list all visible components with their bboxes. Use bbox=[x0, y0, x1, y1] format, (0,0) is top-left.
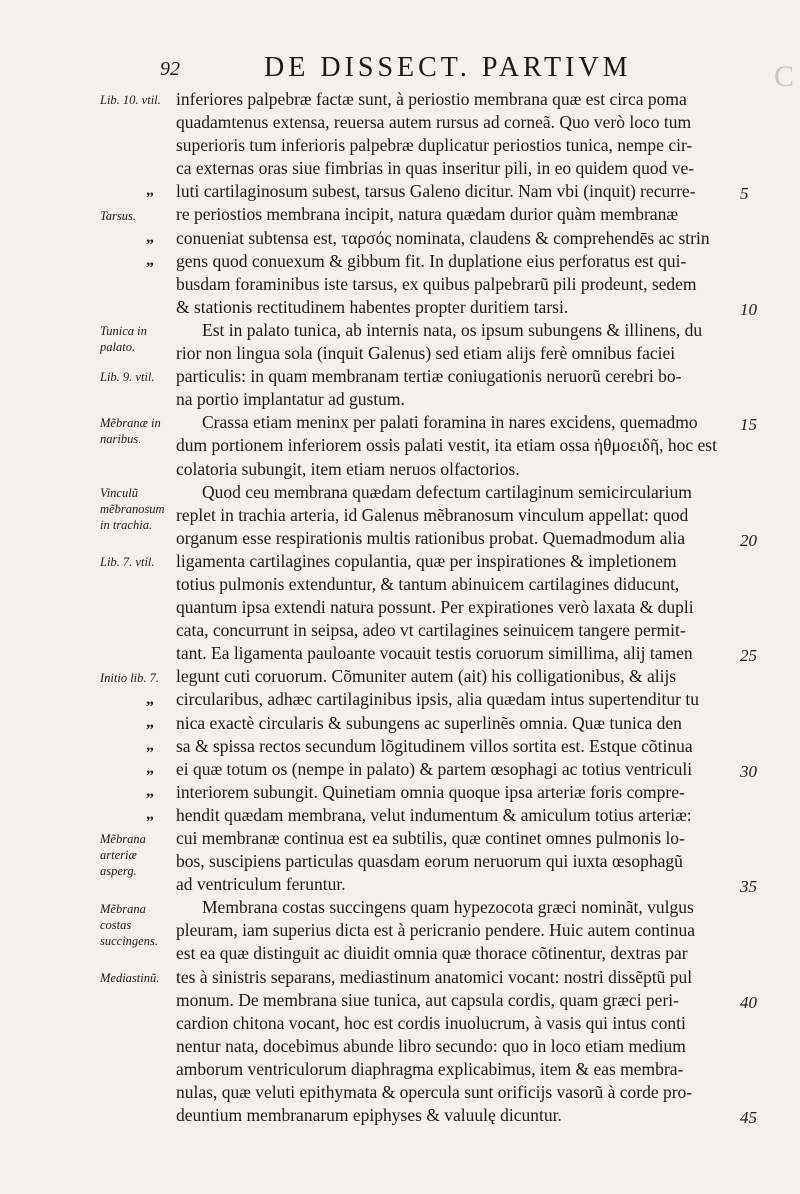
text-line: est ea quæ distinguit ac diuidit omnia quæ thorace cõtinentur, dextras par bbox=[176, 943, 688, 964]
quotation-mark: „ bbox=[146, 228, 154, 246]
text-line: interiorem subungit. Quinetiam omnia quoque ipsa arteriæ foris compre- bbox=[176, 781, 685, 802]
text-line: conueniat subtensa est, ταρσός nominata, claudens & comprehendēs ac strin bbox=[176, 227, 710, 248]
margin-note: Mẽbrana arteriæ asperg. bbox=[100, 832, 146, 879]
line-number: 40 bbox=[740, 992, 757, 1012]
quotation-mark: „ bbox=[146, 783, 154, 800]
text-line: re periostios membrana incipit, natura quædam durior quàm membranæ bbox=[176, 204, 679, 225]
margin-note: Lib. 10. vtil. bbox=[100, 93, 161, 107]
text-line: totius pulmonis extenduntur, & tantum abinuicem cartilagines diducunt, bbox=[176, 573, 680, 594]
quotation-mark: „ bbox=[146, 759, 154, 777]
text-line: tes à sinistris separans, mediastinum anatomici vocant: nostri dissẽptũ pul bbox=[176, 966, 693, 987]
text-line: quadamtenus extensa, reuersa autem rursus ad corneã. Quo verò loco tum bbox=[176, 112, 692, 133]
line-number: 30 bbox=[740, 761, 757, 781]
quotation-mark: „ bbox=[146, 690, 154, 708]
text-line: bos, suscipiens particulas quasdam eorum neruorum qui iuxta œsophagũ bbox=[176, 851, 683, 872]
line-number: 20 bbox=[740, 530, 757, 550]
quotation-mark: „ bbox=[146, 713, 154, 731]
text-line: amborum ventriculorum diaphragma explicabimus, item & eas membra- bbox=[176, 1058, 684, 1079]
line-number: 35 bbox=[740, 877, 757, 897]
text-line: dum portionem inferiorem ossis palati vestit, ita etiam ossa ἠθμοειδῆ, hoc est bbox=[176, 435, 717, 456]
text-line: deuntium membranarum epiphyses & valuulę dicuntur. bbox=[176, 1105, 562, 1126]
text-line: cui membranæ continua est ea subtilis, quæ continet omnes pulmonis lo- bbox=[176, 828, 685, 848]
page-number: 92 bbox=[160, 58, 180, 80]
margin-note: Tunica in palato. bbox=[100, 324, 147, 354]
text-line: monum. De membrana siue tunica, aut capsula cordis, quam græci peri- bbox=[176, 989, 679, 1010]
text-line: legunt cuti coruorum. Cõmuniter autem (ait) his colligationibus, & alijs bbox=[176, 666, 677, 687]
line-number: 10 bbox=[740, 299, 757, 319]
text-line: organum esse respirationis multis rationibus probat. Quemadmodum alia bbox=[176, 527, 686, 548]
bleed-through-mark: C bbox=[773, 60, 794, 93]
text-line: circularibus, adhæc cartilaginibus ipsis, alia quædam intus supertenditur tu bbox=[176, 689, 699, 710]
text-line: ad ventriculum feruntur. bbox=[176, 874, 346, 895]
line-number: 45 bbox=[740, 1108, 757, 1128]
margin-note: Vinculũ mẽbranosum in trachia. bbox=[100, 485, 165, 532]
text-line: Est in palato tunica, ab internis nata, os ipsum subungens & illinens, du bbox=[202, 319, 703, 340]
text-line: sa & spissa rectos secundum lõgitudinem villos sortita est. Estque cõtinua bbox=[176, 735, 693, 756]
quotation-mark: „ bbox=[146, 182, 154, 200]
text-line: hendit quædam membrana, velut indumentum & amiculum totius arteriæ: bbox=[176, 804, 692, 825]
text-line: gens quod conuexum & gibbum fit. In duplatione eius perforatus est qui- bbox=[176, 250, 687, 271]
text-line: & stationis rectitudinem habentes propter duritiem tarsi. bbox=[176, 296, 569, 317]
text-line: cata, concurrunt in seipsa, adeo vt cartilagines seinuicem tangere permit- bbox=[176, 620, 686, 641]
text-line: luti cartilaginosum subest, tarsus Galeno dicitur. Nam vbi (inquit) recurre- bbox=[176, 181, 696, 202]
text-line: replet in trachia arteria, id Galenus mẽbranosum vinculum appellat: quod bbox=[176, 504, 689, 525]
text-line: ei quæ totum os (nempe in palato) & partem œsophagi ac totius ventriculi bbox=[176, 758, 693, 779]
text-line: cardion chitona vocant, hoc est cordis inuolucrum, à vasis qui intus conti bbox=[176, 1012, 686, 1033]
text-line: rior non lingua sola (inquit Galenus) sed etiam alijs ferè omnibus faciei bbox=[176, 343, 676, 364]
text-line: colatoria subungit, item etiam neruos olfactorios. bbox=[176, 458, 520, 479]
margin-note: Initio lib. 7. bbox=[100, 670, 160, 685]
line-number: 25 bbox=[740, 646, 757, 666]
margin-note: Mẽbranæ in naribus. bbox=[100, 416, 161, 447]
quotation-mark: „ bbox=[146, 251, 154, 269]
text-line: pleuram, iam superius dicta est à pericranio pendere. Huic autem continua bbox=[176, 920, 695, 941]
line-number: 15 bbox=[740, 415, 757, 435]
text-line: ca externas oras siue fimbrias in quas inseritur pili, in eo quidem quod ve- bbox=[176, 158, 695, 179]
text-line: Quod ceu membrana quædam defectum cartilaginum semicircularium bbox=[202, 481, 692, 502]
quotation-mark: „ bbox=[146, 736, 154, 754]
page-header bbox=[160, 52, 720, 88]
text-line: busdam foraminibus iste tarsus, ex quibus palpebrarũ pili prodeunt, sedem bbox=[176, 273, 697, 294]
margin-note: Lib. 7. vtil. bbox=[100, 555, 155, 569]
running-title: DE DISSECT. PARTIVM bbox=[264, 52, 632, 83]
text-line: Membrana costas succingens quam hypezocota græci nominãt, vulgus bbox=[202, 897, 694, 918]
text-line: inferiores palpebræ factæ sunt, à periostio membrana quæ est circa poma bbox=[176, 89, 687, 109]
text-line: superioris tum inferioris palpebræ duplicatur periostios tunica, nempe cir- bbox=[176, 135, 693, 156]
body-text bbox=[176, 88, 776, 1127]
text-line: Crassa etiam meninx per palati foramina in nares excidens, quemadmo bbox=[202, 412, 698, 433]
margin-note: Tarsus. bbox=[100, 208, 137, 223]
text-line: nica exactè circularis & subungens ac superlinẽs omnia. Quæ tunica den bbox=[176, 712, 682, 733]
text-line: nulas, quæ veluti epithymata & opercula sunt orificijs vasorũ à corde pro- bbox=[176, 1082, 693, 1103]
text-line: particulis: in quam membranam tertiæ coniugationis neruorũ cerebri bo- bbox=[176, 366, 682, 387]
margin-note: Mediastinũ. bbox=[100, 970, 160, 985]
text-line: quantum ipsa extendi natura possunt. Per expirationes verò laxata & dupli bbox=[176, 597, 694, 618]
margin-note: Mẽbrana costas succingens. bbox=[100, 901, 158, 948]
text-line: na portio implantatur ad gustum. bbox=[176, 389, 405, 410]
quotation-mark: „ bbox=[146, 806, 154, 824]
text-line: nentur nata, docebimus abunde libro secundo: quo in loco etiam medium bbox=[176, 1035, 686, 1056]
text-line: ligamenta cartilagines copulantia, quæ per inspirationes & impletionem bbox=[176, 550, 677, 571]
line-number: 5 bbox=[740, 184, 749, 204]
text-line: tant. Ea ligamenta pauloante vocauit testis coruorum simillima, alij tamen bbox=[176, 643, 693, 664]
margin-note: Lib. 9. vtil. bbox=[100, 370, 155, 385]
